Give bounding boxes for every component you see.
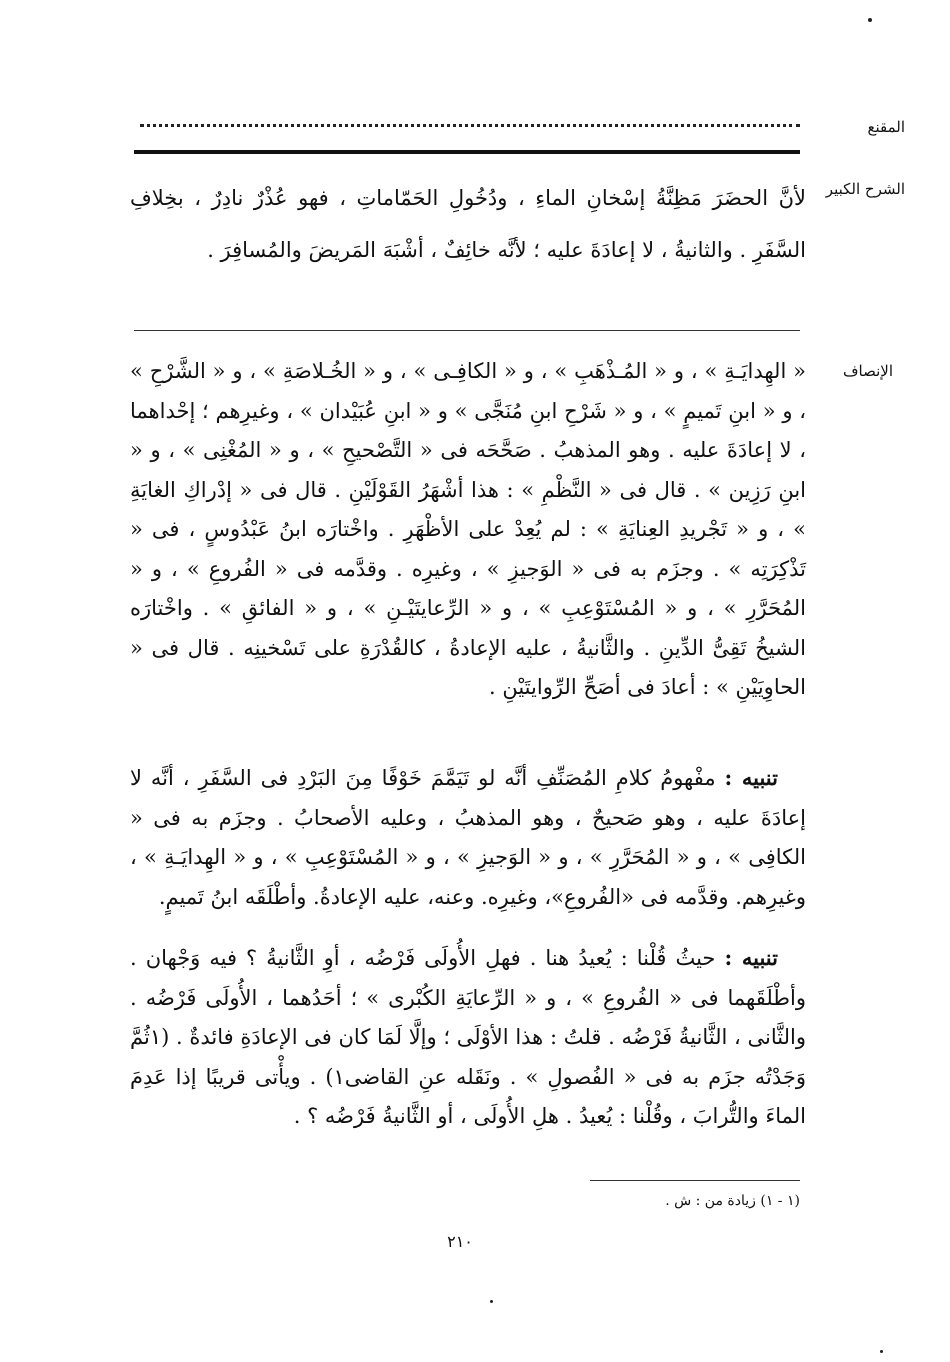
header-rule — [134, 150, 800, 154]
note-text: مفْهومُ كلامِ المُصَنِّفِ أنَّه لو تَيَمَّمَ خَوْفًا مِنَ البَرْدِ فى السَّفَرِ ، أنَّه لا إعادَةَ عليه ، وهو صَحيحٌ ، وهو المذهبُ ، وعليه الأصحابُ . وجزَم به فى « الكافِى » ، و « المُحَرَّرِ » ، و « الوَجيزِ » ، و « المُسْتَوْعِبِ » ، و « الهِدايَـةِ » ، وغيرِهم. وقدَّمه فى «الفُروعِ»، وغيرِه. وعنه، عليه الإعادةُ. وأطْلَقَه ابنُ تَميمٍ. — [130, 766, 806, 909]
insaf-paragraph: « الهِدايَـةِ » ، و « المُـذْهَبِ » ، و « الكافِـى » ، و « الخُـلاصَةِ » ، و « الشَّرْحِ » ، و « ابنِ تَميمٍ » ، و « شَرْحِ ابنِ مُنَجَّى » و « ابنِ عُبَيْدان » ، وغيرِهم ؛ إحْداهما ، لا إعادَةَ عليه . وهو المذهبُ . صَحَّحَه فى « التَّصْحيحِ » ، و « المُغْنِى » ، و « ابنِ رَزِين » . قال فى « النَّظْمِ » : هذا أشْهَرُ القَوْلَيْنِ . قال فى « إدْراكِ الغايَةِ » ، و « تَجْريدِ العِنايَةِ » : لم يُعِدْ على الأظْهَرِ . واخْتارَه ابنُ عَبْدُوسٍ ، فى « تَذْكِرَتِه » . وجزَم به فى « الوَجيزِ » ، وغيرِه . وقدَّمه فى « الفُروعِ » ، و « المُحَرَّرِ » ، و « المُسْتَوْعِبِ » ، و « الرِّعايتَيْـنِ » ، و « الفائقِ » . واخْتارَه الشيخُ تَقِىُّ الدِّينِ . والثَّانيةُ ، عليه الإعادةُ ، كالقُدْرَةِ على تَسْخينِه . قال فى « الحاوِيَيْنِ » : أعادَ فى أصَحِّ الرِّوايتَيْنِ . — [130, 359, 806, 699]
sharh-paragraph: لأنَّ الحضَرَ مَظِنَّةُ إسْخانِ الماءِ ، ودُخُولِ الحَمّاماتِ ، فهو عُذْرٌ نادِرٌ ، بخِلافِ السَّفَرِ . والثانيةُ ، لا إعادَةَ عليه ؛ لأنَّه خائِفٌ ، أشْبَهَ المَريضَ والمُسافِرَ . — [130, 186, 806, 262]
footnote: (١ - ١) زيادة من : ش . — [665, 1193, 800, 1209]
insaf-section — [130, 352, 806, 708]
note-lead: تنبيه : — [724, 765, 778, 790]
sharh-section — [130, 172, 806, 276]
scan-speck — [880, 1350, 883, 1353]
scan-speck — [490, 1300, 493, 1303]
note-lead: تنبيه : — [724, 945, 778, 970]
margin-label-sharh: الشرح الكبير — [825, 180, 905, 198]
note-paragraph-1 — [130, 758, 806, 917]
section-divider — [134, 330, 800, 331]
margin-label-insaf: الإنصاف — [842, 362, 893, 380]
note-paragraph-2 — [130, 938, 806, 1137]
footnote-rule — [590, 1180, 800, 1181]
running-head: المقنع — [867, 118, 905, 136]
scan-speck — [868, 18, 872, 22]
page-number: ٢١٠ — [447, 1232, 473, 1251]
note-text: حيثُ قُلْنا : يُعيدُ هنا . فهلِ الأُولَى فَرْضُه ، أوِ الثَّانيةُ ؟ فيه وَجْهان . وأطْلَقَهما فى « الفُروعِ » ، و « الرِّعايَةِ الكُبْرى » ؛ أحَدُهما ، الأُولَى فَرْضُه . والثَّانى ، الثَّانيةُ فَرْضُه . قلتُ : هذا الأوْلَى ؛ وإلَّا لَمَا كان فى الإعادَةِ فائدةٌ . (١ثُمَّ وَجَدْتُه جزَم به فى « الفُصولِ » . ونَقَله عنِ القاضى١) . ويأْتى قريبًا إذا عَدِمَ الماءَ والتُّرابَ ، وقُلْنا : يُعيدُ . هلِ الأُولَى ، أو الثَّانيةُ فَرْضُه ؟ . — [130, 946, 806, 1128]
dotted-rule — [140, 124, 800, 127]
